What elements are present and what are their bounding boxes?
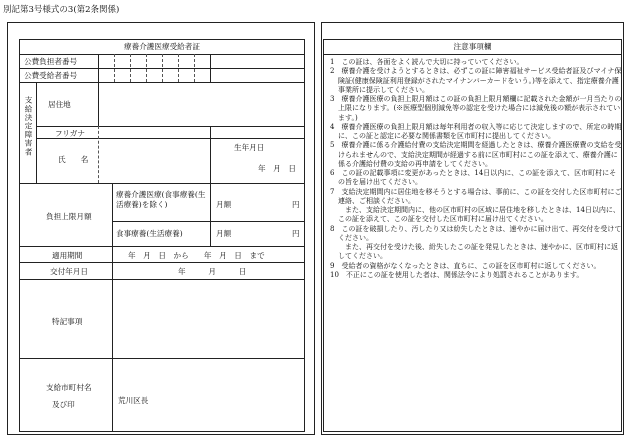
note-text: 支給決定期間内に居住地を移そうとする場合は、事前に、この証を交付した区市町村にご連絡、ご相談ください。 [338,187,622,205]
note-number: 6 [330,169,335,177]
period-label: 適用期間 [52,251,83,260]
note-text: 療養介護医療の負担上限月額は毎年利用者の収入等に応じて決定しますので、所定の時期に、この証と認定に必要な関係書類を区市町村に提出してください。 [338,122,622,140]
birthdate-value: 年 月 日 [258,164,296,173]
municipality-label-line1: 支給市町村名 [46,383,92,392]
birthdate-label: 生年月日 [234,143,265,152]
notes-box [323,39,622,432]
note-text: 不正にこの証を使用した者は、関係法令により処罰されることがあります。 [345,270,584,279]
note-item [330,67,622,95]
note-item [330,206,622,225]
note-item [330,262,622,271]
notes-panel [321,22,624,435]
issue-date-label: 交付年月日 [50,267,88,276]
note-item [330,169,622,188]
note-item [330,243,622,262]
name-label: 氏 名 [58,155,89,164]
furigana-label: フリガナ [55,129,85,138]
note-item [330,225,622,244]
meal-yen-unit: 円 [292,229,300,238]
note-text: 療養介護医療の負担上限月額はこの証の負担上限月額欄に記載された金額が一月当たりの上限になります。(※医療型個別減免等の認定を受けた場合には減免後の額が表示されています。) [338,95,622,122]
note-number: 8 [330,224,335,233]
public-recipient-number-field[interactable] [99,69,209,81]
note-item [330,58,622,67]
note-number: 4 [330,122,335,131]
note-item [330,141,622,169]
note-item [330,271,622,280]
public-recipient-number-label: 公費受給者番号 [24,71,78,80]
special-notes-label: 特記事項 [52,317,83,326]
monthly-cap-label: 負担上限月額 [46,212,92,221]
note-item [330,188,622,207]
note-number: 5 [330,141,335,150]
certificate-panel [7,22,315,435]
address-label: 居住地 [48,100,71,109]
medical-yen-unit: 円 [292,200,300,209]
public-payer-number-field[interactable] [99,55,209,67]
note-text: この証の記載事項に変更があったときは、14日以内に、この証を添えて、区市町村にその旨を届け出てください。 [338,169,617,187]
medical-care-label [116,190,210,210]
note-item [330,95,622,123]
note-number: 2 [330,67,335,76]
note-number: 10 [330,270,339,279]
note-text: 療養介護を受けようとするときは、必ずこの証に障害福祉サービス受給者証及びマイナ保険証(健康保険証利用登録がされたマイナンバーカードをいう。)等を添えて、指定療養介護事業所に提示してください。 [338,67,622,94]
eligible-disabled-person-label: 支給決定障害者 [24,96,33,157]
note-number: 7 [330,187,335,196]
certificate-table [19,39,305,432]
municipality-label-line2: 及び印 [52,400,75,409]
note-number: 3 [330,95,335,103]
public-payer-number-label: 公費負担者番号 [24,57,78,66]
form-caption: 別記第3号様式の3(第2条関係) [3,5,120,15]
note-number: 1 [330,58,335,66]
note-text: 受給者の資格がなくなったときは、直ちに、この証を区市町村に返してください。 [341,261,601,270]
note-text: また、再交付を受けた後、紛失したこの証を発見したときは、速やかに、区市町村に返してください。 [338,243,618,261]
note-number: 9 [330,261,335,270]
note-text: また、支給決定期間内に、他の区市町村の区域に居住地を移したときは、14日以内に、この証を添えて、この証を交付した区市町村に届け出てください。 [338,206,620,224]
meal-monthly-amount-label: 月額 [216,229,232,238]
period-value: 年 月 日 から 年 月 日 まで [128,251,265,260]
note-text: この証は、各面をよく読んで大切に持っていてください。 [341,58,524,66]
note-item [330,123,622,142]
notes-title: 注意事項欄 [453,42,492,51]
issue-date-value: 年 月 日 [178,267,247,276]
note-text: 療養介護に係る介護給付費の支給決定期間を経過したときは、療養介護医療費の支給を受けられませんので、支給決定期間が経過する前に区市町村にこの証を添えて、療養介護に係る介護給付費の支給の再申請をしてください。 [338,141,622,168]
medical-care-label-text: 療養介護医療(食事療養(生活療養)を除く) [116,190,206,209]
notes-list [330,58,622,280]
meal-care-label: 食事療養(生活療養) [116,229,183,238]
municipality-value: 荒川区長 [118,396,149,405]
certificate-title: 療養介護医療受給者証 [124,42,200,51]
medical-monthly-amount-label: 月額 [216,200,232,209]
note-text: この証を破損したり、汚したり又は紛失したときは、速やかに届け出て、再交付を受けてください。 [338,224,622,242]
